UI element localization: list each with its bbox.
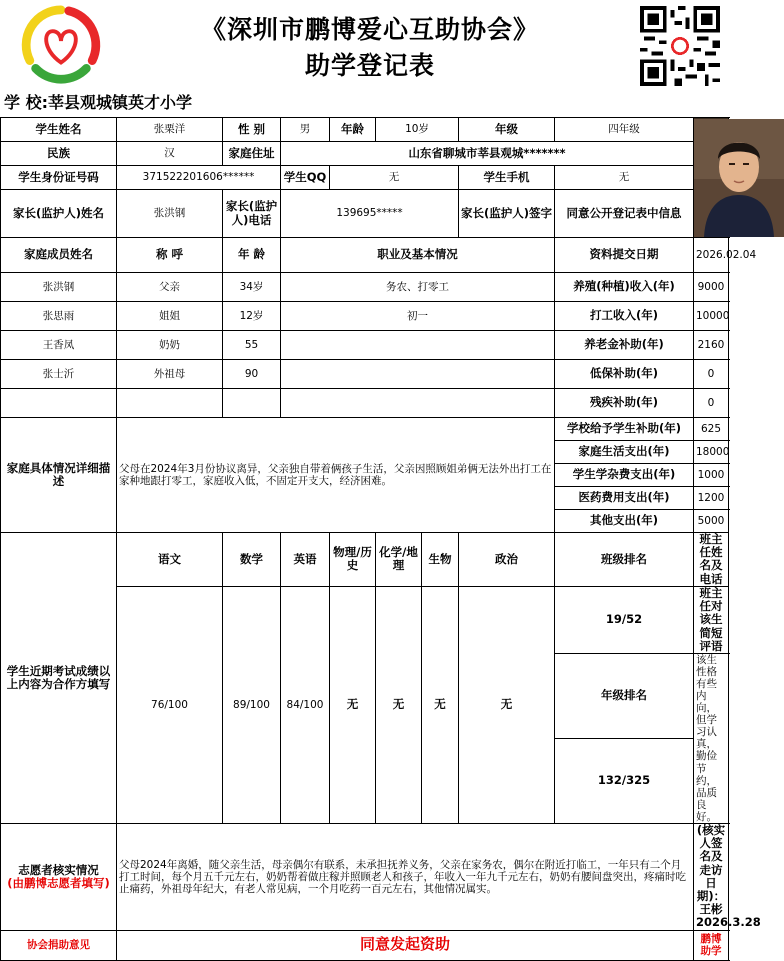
volunteer-label: 志愿者核实情况 — [18, 862, 99, 877]
family-job — [281, 331, 555, 360]
id-label: 学生身份证号码 — [1, 166, 117, 190]
grade-label: 年级 — [459, 118, 555, 142]
finance-label: 医药费用支出(年) — [555, 487, 694, 510]
situation-text: 父母在2024年3月份协议离异，父亲独自带着俩孩子生活，父亲因照顾姐弟俩无法外出打工在家种地跟打零工，家庭收入低，不固定开支大，经济困难。 — [117, 418, 555, 533]
relation-header: 称 呼 — [117, 238, 223, 273]
finance-label: 低保补助(年) — [555, 360, 694, 389]
qr-code-icon — [640, 6, 720, 86]
family-job — [281, 389, 555, 418]
ethnicity: 汉 — [117, 142, 223, 166]
finance-label: 学校给予学生补助(年) — [555, 418, 694, 441]
finance-label: 学生学杂费支出(年) — [555, 464, 694, 487]
school-name: 莘县观城镇英才小学 — [47, 93, 192, 112]
family-job: 务农、打零工 — [281, 273, 555, 302]
donation-opinion-label: 协会捐助意见 — [1, 930, 117, 960]
guardian-phone: 139695***** — [281, 190, 459, 238]
family-age: 34岁 — [223, 273, 281, 302]
finance-value: 9000 — [694, 273, 729, 302]
header — [0, 0, 728, 90]
family-relation: 父亲 — [117, 273, 223, 302]
subject-math: 数学 — [223, 533, 281, 587]
qq-label: 学生QQ — [281, 166, 330, 190]
finance-value: 10000 — [694, 302, 729, 331]
age: 10岁 — [376, 118, 459, 142]
finance-label: 养殖(种植)收入(年) — [555, 273, 694, 302]
qq: 无 — [330, 166, 459, 190]
gender: 男 — [281, 118, 330, 142]
grade: 四年级 — [555, 118, 694, 142]
job-header: 职业及基本情况 — [281, 238, 555, 273]
student-photo — [694, 118, 729, 238]
age-header: 年 龄 — [223, 238, 281, 273]
family-age: 90 — [223, 360, 281, 389]
guardian-sign-value: 同意公开登记表中信息 — [555, 190, 694, 238]
finance-value: 1200 — [694, 487, 729, 510]
family-name: 张士沂 — [1, 360, 117, 389]
finance-value: 5000 — [694, 510, 729, 533]
guardian-name: 张洪钢 — [117, 190, 223, 238]
finance-label: 其他支出(年) — [555, 510, 694, 533]
subject-english: 英语 — [281, 533, 330, 587]
score-politics: 无 — [459, 586, 555, 823]
association-logo-icon — [22, 6, 100, 84]
subject-biology: 生物 — [422, 533, 459, 587]
phone: 无 — [555, 166, 694, 190]
finance-label: 养老金补助(年) — [555, 331, 694, 360]
exam-label: 学生近期考试成绩以上内容为合作方填写 — [1, 533, 117, 824]
registration-form — [0, 117, 761, 961]
student-id: 371522201606****** — [117, 166, 281, 190]
family-relation: 外祖母 — [117, 360, 223, 389]
class-rank: 19/52 — [555, 586, 694, 653]
student-name: 张栗洋 — [117, 118, 223, 142]
teacher-label: 班主任姓名及电话 — [694, 533, 729, 587]
comment-label: 班主任对该生简短评语 — [694, 586, 729, 653]
school-label: 学 校: — [4, 93, 48, 112]
volunteer-text: 父母2024年离婚，随父亲生活，母亲偶尔有联系，未承担抚养义务，父亲在家务农，偶尔在附近打临工，一年只有二个月打工时间，每个月五千元左右，奶奶帮着做庄稼并照顾老人和孩子，年收入一年九千元左右，奶奶有腰间盘突出，疼痛时吃止痛药，外祖母年纪大，有老人常见病，一个月吃药一百元左右，其他情况属实。 — [117, 823, 694, 930]
ethnicity-label: 民族 — [1, 142, 117, 166]
finance-value: 18000 — [694, 441, 729, 464]
subject-chinese: 语文 — [117, 533, 223, 587]
family-name — [1, 389, 117, 418]
teacher-comment: 该生性格有些内向，但学习认真，勤俭节约，品质良好。 — [694, 653, 729, 823]
score-chinese: 76/100 — [117, 586, 223, 823]
family-member-header: 家庭成员姓名 — [1, 238, 117, 273]
family-relation: 奶奶 — [117, 331, 223, 360]
family-job: 初一 — [281, 302, 555, 331]
situation-label: 家庭具体情况详细描述 — [1, 418, 117, 533]
grade-rank: 132/325 — [555, 738, 694, 823]
family-name: 王香凤 — [1, 331, 117, 360]
address: 山东省聊城市莘县观城******* — [281, 142, 694, 166]
volunteer-signer: (核实人签名及走访日期)：王彬 2026.3.28 — [694, 823, 729, 930]
family-age: 12岁 — [223, 302, 281, 331]
guardian-phone-label: 家长(监护人)电话 — [223, 190, 281, 238]
score-physics-history: 无 — [330, 586, 376, 823]
family-relation: 姐姐 — [117, 302, 223, 331]
class-rank-label: 班级排名 — [555, 533, 694, 587]
finance-label: 家庭生活支出(年) — [555, 441, 694, 464]
family-job — [281, 360, 555, 389]
title-line2: 助学登记表 — [304, 51, 435, 80]
score-math: 89/100 — [223, 586, 281, 823]
family-relation — [117, 389, 223, 418]
guardian-sign-label: 家长(监护人)签字 — [459, 190, 555, 238]
score-biology: 无 — [422, 586, 459, 823]
subject-politics: 政治 — [459, 533, 555, 587]
subject-chemistry-geography: 化学/地理 — [376, 533, 422, 587]
finance-label: 残疾补助(年) — [555, 389, 694, 418]
volunteer-sublabel: (由鹏博志愿者填写) — [7, 875, 110, 890]
volunteer-label-cell — [1, 823, 117, 930]
brand-label: 鹏博助学 — [694, 930, 729, 960]
submit-date: 2026.02.04 — [694, 238, 729, 273]
student-name-label: 学生姓名 — [1, 118, 117, 142]
finance-value: 0 — [694, 389, 729, 418]
finance-value: 625 — [694, 418, 729, 441]
family-age — [223, 389, 281, 418]
submit-date-label: 资料提交日期 — [555, 238, 694, 273]
finance-value: 1000 — [694, 464, 729, 487]
family-name: 张洪钢 — [1, 273, 117, 302]
school-line — [4, 90, 192, 113]
score-english: 84/100 — [281, 586, 330, 823]
finance-label: 打工收入(年) — [555, 302, 694, 331]
age-label: 年龄 — [330, 118, 376, 142]
title-line1: 《深圳市鹏博爱心互助协会》 — [200, 15, 539, 44]
subject-physics-history: 物理/历史 — [330, 533, 376, 587]
finance-value: 0 — [694, 360, 729, 389]
student-photo-icon — [694, 119, 784, 237]
grade-rank-label: 年级排名 — [555, 653, 694, 738]
finance-value: 2160 — [694, 331, 729, 360]
guardian-name-label: 家长(监护人)姓名 — [1, 190, 117, 238]
family-age: 55 — [223, 331, 281, 360]
phone-label: 学生手机 — [459, 166, 555, 190]
address-label: 家庭住址 — [223, 142, 281, 166]
score-chemistry-geography: 无 — [376, 586, 422, 823]
donation-opinion: 同意发起资助 — [117, 930, 694, 960]
family-name: 张思雨 — [1, 302, 117, 331]
gender-label: 性 别 — [223, 118, 281, 142]
